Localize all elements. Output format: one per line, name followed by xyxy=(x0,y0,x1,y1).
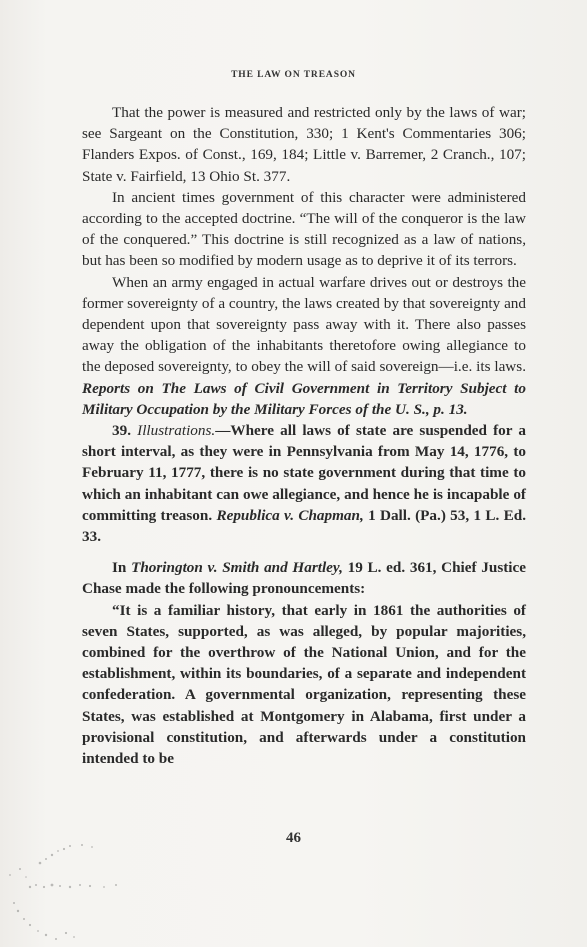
paragraph-illustrations xyxy=(82,420,526,547)
paragraph-thorington-text: 19 L. ed. 361, Chief Justice Chase made the following pronouncements: xyxy=(82,559,526,598)
paragraph-army-sovereignty xyxy=(82,272,526,420)
paragraph-powers-of-war: That the power is measured and restricted only by the laws of war; see Sargeant on the Constitution, 330; 1 Kent's Commentaries 306; Flanders Expos. of Const., 169, 184; Little v. Barremer, 2 Cranch., 107; State v. Fairfield, 13 Ohio St. 377. xyxy=(82,104,526,185)
section-heading: Illustrations. xyxy=(137,422,216,440)
case-cite-republica: 1 Dall. (Pa.) 53, 1 L. Ed. 33. xyxy=(82,506,526,546)
page-body xyxy=(82,102,526,769)
page-number: 46 xyxy=(286,830,301,846)
section-number: 39. xyxy=(112,422,138,440)
case-name-republica: Republica v. Chapman, xyxy=(216,506,364,524)
paragraph-chase-quote: “It is a familiar history, that early in 1861 the authorities of seven States, supported, as was alleged, by popular majorities, combined for the overthrow of the National Union, and for the establishment, within its boundaries, of a separate and independent confederation. A governmental organization, representing these States, was established at Montgomery in Alabama, first under a provisional constitution, and afterwards under a constitution intended to be xyxy=(82,601,526,768)
paragraph-thorington-lead: In xyxy=(112,559,132,577)
paragraph-thorington xyxy=(82,557,526,599)
paragraph-ancient-doctrine: In ancient times government of this character were administered according to the accepted doctrine. “The will of the conqueror is the law of the conquered.” This doctrine is still recognized as a law of nations, but has been so modified by modern usage as to deprive it of its terrors. xyxy=(82,188,526,270)
reports-citation: Reports on The Laws of Civil Government in Territory Subject to Military Occupation by the Military Forces of the U. S., p. 13. xyxy=(82,379,526,418)
paragraph-illustrations-text: —Where all laws of state are suspended for a short interval, as they were in Pennsylvania from May 14, 1776, to February 11, 1777, there is no state government during that time to which an inhabitant can owe allegiance, and hence he is incapable of committing treason. xyxy=(82,422,526,524)
running-head: THE LAW ON TREASON xyxy=(231,70,356,80)
paragraph-army-sovereignty-text: When an army engaged in actual warfare drives out or destroys the former sovereignty of a country, the laws created by that sovereignty and dependent upon that sovereignty pass away with it. There also passes away the obligation of the inhabitants theretofore owing allegiance to the deposed sovereignty, to obey the will of said sovereign—i.e. its laws. xyxy=(82,273,526,376)
case-name-thorington: Thorington v. Smith and Hartley, xyxy=(131,559,343,577)
